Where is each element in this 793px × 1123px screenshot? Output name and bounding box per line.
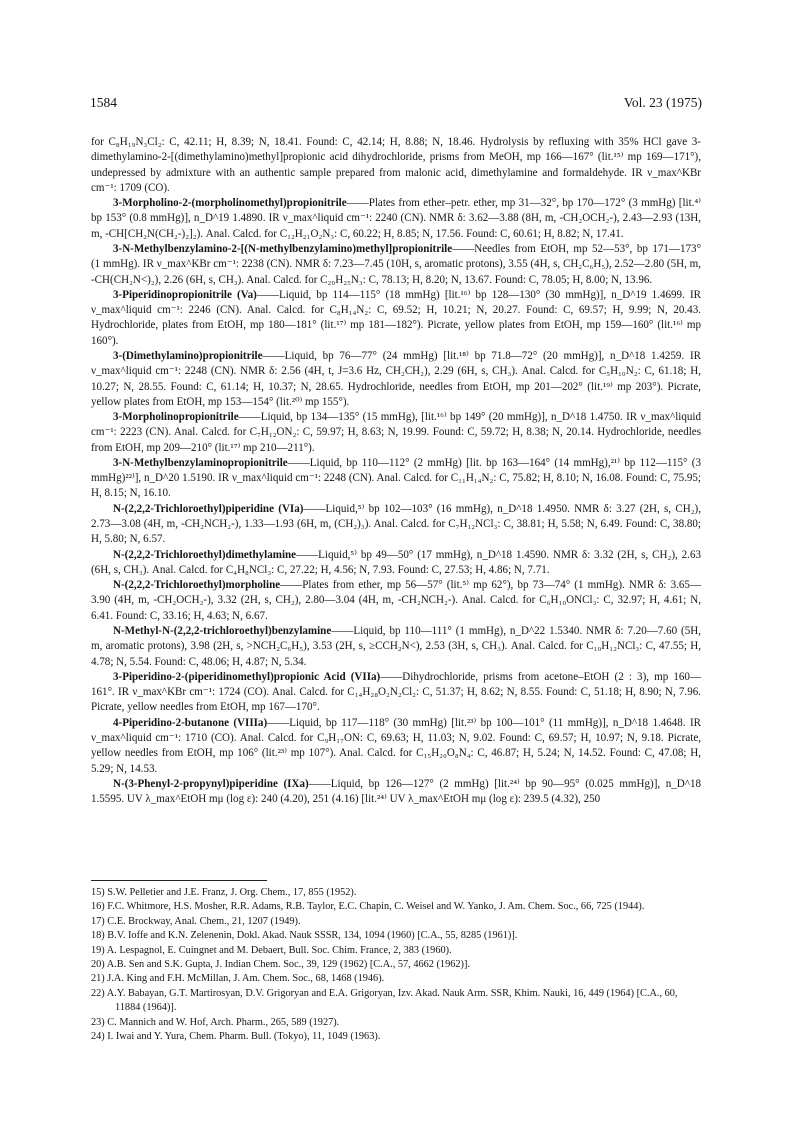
paragraph-text: ——Liquid, bp 114—115° (18 mmHg) [lit.¹⁶⁾ bp 128—130° (30 mmHg)], n_D^19 1.4699. IR ν_max^liquid cm⁻¹: 2246 (CN). Anal. Calcd. for C₈H₁₄N₂: C, 69.52; H, 10.21; N, 20.27. Found: C, 69.57; H, 9.99; N, 20.43. Hydrochloride, plates from EtOH, mp 180—181° (lit.¹⁷⁾ mp 181—182°). Picrate, yellow plates from EtOH, mp 159—160° (lit.¹⁶⁾ mp 160°).: [91, 288, 702, 347]
compound-paragraph: [91, 624, 701, 670]
compound-name: N-(2,2,2-Trichloroethyl)morpholine: [113, 579, 281, 592]
footnote: 16) F.C. Whitmore, H.S. Mosher, R.R. Adams, R.B. Taylor, E.C. Chapin, C. Weisel and W. Yanko, J. Am. Chem. Soc., 66, 725 (1944).: [91, 901, 645, 913]
compound-paragraph: [91, 196, 701, 242]
footnote: 18) B.V. Ioffe and K.N. Zelenenin, Dokl. Akad. Nauk SSSR, 134, 1094 (1960) [C.A., 55, 8285 (1961)].: [91, 930, 518, 942]
compound-paragraph: [91, 670, 701, 716]
compound-name: N-Methyl-N-(2,2,2-trichloroethyl)benzylamine: [113, 625, 332, 637]
compound-paragraph: [91, 410, 701, 456]
compound-paragraph: [91, 288, 701, 349]
compound-paragraph: [91, 548, 701, 579]
page-number: 1584: [90, 95, 117, 110]
paragraph-text: ——Liquid,⁵⁾ bp 102—103° (16 mmHg), n_D^18 1.4950. NMR δ: 3.27 (2H, s, CH₂), 2.73—3.08 (4H, m, -CH₂NCH₂-), 1.33—1.93 (6H, m, (CH₂)₃). Anal. Calcd. for C₇H₁₂NCl₃: C, 38.81; H, 5.58; N, 6.49. Found: C, 38.80; H, 5.80; N, 6.57.: [91, 502, 701, 546]
paragraph-text: ——Liquid, bp 110—112° (2 mmHg) [lit. bp 163—164° (14 mmHg),²¹⁾ bp 112—115° (3 mmHg)²²⁾], n_D^20 1.5190. IR ν_max^liquid cm⁻¹: 2248 (CN). Anal. Calcd. for C₁₁H₁₄N₂: C, 75.82; H, 8.10; N, 16.08. Found: C, 75.95; H, 8.15; N, 16.10.: [91, 456, 701, 500]
compound-name: 4-Piperidino-2-butanone (VIIIa): [113, 716, 268, 729]
footnote: 24) I. Iwai and Y. Yura, Chem. Pharm. Bull. (Tokyo), 11, 1049 (1963).: [91, 1031, 381, 1043]
compound-name: 3-(Dimethylamino)propionitrile: [113, 349, 263, 362]
compound-paragraph: [91, 716, 701, 777]
compound-name: 3-Piperidino-2-(piperidinomethyl)propionic Acid (VIIa): [113, 670, 381, 683]
footnote: 22) A.Y. Babayan, G.T. Martirosyan, D.V. Grigoryan and E.A. Grigoryan, Izv. Akad. Nauk Arm. SSR, Khim. Nauki, 16, 449 (1964) [C.A., 60, 11884 (1964)].: [91, 987, 678, 1014]
paragraph-text: ——Liquid, bp 76—77° (24 mmHg) [lit.¹⁸⁾ bp 71.8—72° (20 mmHg)], n_D^18 1.4259. IR ν_max^liquid cm⁻¹: 2248 (CN). NMR δ: 2.56 (4H, t, J=3.6 Hz, CH₂CH₂), 2.29 (6H, s, CH₃). Anal. Calcd. for C₅H₁₀N₂: C, 61.18; H, 10.27; N, 28.55. Found: C, 61.14; H, 10.37; N, 28.65. Hydrochloride, needles from EtOH, mp 201—202° (lit.¹⁹⁾ mp 203°). Picrate, yellow plates from EtOH, mp 153—154° (lit.²⁰⁾ mp 155°).: [91, 349, 701, 408]
footnote-divider: [91, 880, 267, 881]
compound-name: N-(2,2,2-Trichloroethyl)piperidine (VIa): [113, 502, 304, 515]
compound-name: N-(3-Phenyl-2-propynyl)piperidine (IXa): [113, 777, 309, 790]
footnote: 21) J.A. King and F.H. McMillan, J. Am. Chem. Soc., 68, 1468 (1946).: [91, 973, 385, 985]
paragraph-text: ——Dihydrochloride, prisms from acetone–EtOH (2 : 3), mp 160—161°. IR ν_max^KBr cm⁻¹: 1724 (CO). Anal. Calcd. for C₁₄H₂₈O₂N₂Cl₂: C, 51.37; H, 8.62; N, 8.55. Found: C, 51.18; H, 8.90; N, 7.96. Picrate, yellow needles from EtOH, mp 167—170°.: [91, 670, 701, 714]
compound-name: 3-Piperidinopropionitrile (Va): [113, 288, 257, 301]
compound-name: 3-N-Methylbenzylamino-2-[(N-methylbenzylamino)methyl]propionitrile: [113, 242, 453, 255]
compound-name: 3-Morpholinopropionitrile: [113, 411, 239, 424]
compound-paragraph: [91, 777, 701, 808]
experimental-section: [91, 135, 701, 807]
compound-paragraph: [91, 502, 701, 548]
paragraph-text: ——Liquid, bp 110—111° (1 mmHg), n_D^22 1.5340. NMR δ: 7.20—7.60 (5H, m, aromatic protons), 3.98 (2H, s, >NCH₂C₆H₅), 3.53 (2H, s, ≥CCH₂N<), 2.53 (3H, s, CH₃). Anal. Calcd. for C₁₀H₁₂NCl₃: C, 47.55; H, 4.78; N, 5.54. Found: C, 48.06; H, 4.87; N, 5.34.: [91, 625, 701, 668]
footnotes-list: [91, 886, 701, 1044]
paragraph-text: for C₈H₁₉N₃Cl₂: C, 42.11; H, 8.39; N, 18.41. Found: C, 42.14; H, 8.88; N, 18.46. Hydrolysis by refluxing with 35% HCl gave 3-dimethylamino-2-[(dimethylamino)methyl]propionic acid dihydrochloride, prisms from MeOH, mp 166—167° (lit.¹⁵⁾ mp 169—171°), undepressed by admixture with an authentic sample prepared from malonic acid, dimethylamine and formaldehyde. IR ν_max^KBr cm⁻¹: 1709 (CO).: [91, 136, 701, 194]
paragraph-text: ——Plates from ether, mp 56—57° (lit.⁵⁾ mp 62°), bp 73—74° (1 mmHg). NMR δ: 3.65—3.90 (4H, m, -CH₂OCH₂-), 3.32 (2H, s, CH₂), 2.80—3.04 (4H, m, -CH₂NCH₂-). Anal. Calcd. for C₆H₁₀ONCl₃: C, 32.97; H, 4.61; N, 6.41. Found: C, 33.16; H, 4.63; N, 6.67.: [91, 579, 701, 622]
compound-paragraph: [91, 242, 701, 288]
footnote: 15) S.W. Pelletier and J.E. Franz, J. Org. Chem., 17, 855 (1952).: [91, 887, 357, 898]
compound-name: N-(2,2,2-Trichloroethyl)dimethylamine: [113, 548, 297, 561]
volume-info: Vol. 23 (1975): [623, 95, 702, 110]
compound-name: 3-N-Methylbenzylaminopropionitrile: [113, 456, 288, 469]
paragraph-text: ——Plates from ether–petr. ether, mp 31—32°, bp 170—172° (3 mmHg) [lit.⁴⁾ bp 153° (0.8 mmHg)], n_D^19 1.4890. IR ν_max^liquid cm⁻¹: 2240 (CN). NMR δ: 3.62—3.88 (8H, m, -CH₂OCH₂-), 2.43—2.93 (13H, m, -CH[CH₂N(CH₂-)₂]₂). Anal. Calcd. for C₁₂H₂₁O₂N₃: C, 60.22; H, 8.85; N, 17.56. Found: C, 60.61; H, 8.82; N, 17.41.: [91, 197, 701, 240]
paragraph-text: ——Liquid, bp 117—118° (30 mmHg) [lit.²³⁾ bp 100—101° (11 mmHg)], n_D^18 1.4648. IR ν_max^liquid cm⁻¹: 1710 (CO). Anal. Calcd. for C₉H₁₇ON: C, 69.63; H, 11.03; N, 9.02. Found: C, 69.57; H, 10.97; N, 9.18. Picrate, yellow needles from EtOH, mp 106° (lit.²³⁾ mp 107°). Anal. Calcd. for C₁₅H₂₀O₈N₄: C, 46.87; H, 5.24; N, 14.52. Found: C, 47.08; H, 5.29; N, 14.53.: [91, 716, 702, 775]
compound-paragraph: [91, 456, 701, 502]
footnote: 20) A.B. Sen and S.K. Gupta, J. Indian Chem. Soc., 39, 129 (1962) [C.A., 57, 4662 (1962)].: [91, 959, 470, 971]
compound-paragraph: [91, 349, 701, 410]
paragraph-text: ——Liquid, bp 126—127° (2 mmHg) [lit.²⁴⁾ bp 90—95° (0.025 mmHg)], n_D^18 1.5595. UV λ_max^EtOH mμ (log ε): 240 (4.20), 251 (4.16) [lit.²⁴⁾ UV λ_max^EtOH mμ (log ε): 239.5 (4.32), 250: [91, 777, 701, 806]
paragraph-text: ——Liquid, bp 134—135° (15 mmHg), [lit.¹⁶⁾ bp 149° (20 mmHg)], n_D^18 1.4750. IR ν_max^liquid cm⁻¹: 2223 (CN). Anal. Calcd. for C₇H₁₂ON₂: C, 59.97; H, 8.63; N, 19.99. Found: C, 59.72; H, 8.38; N, 20.14. Hydrochloride, needles from EtOH, mp 209—210° (lit.¹⁷⁾ mp 210—211°).: [91, 411, 701, 454]
paragraph-continued: [91, 135, 701, 196]
footnote: 19) A. Lespagnol, E. Cuingnet and M. Debaert, Bull. Soc. Chim. France, 2, 383 (1960).: [91, 944, 452, 956]
compound-name: 3-Morpholino-2-(morpholinomethyl)propionitrile: [113, 197, 347, 210]
compound-paragraph: [91, 578, 701, 624]
footnote: 23) C. Mannich and W. Hof, Arch. Pharm., 265, 589 (1927).: [91, 1016, 340, 1028]
footnote: 17) C.E. Brockway, Anal. Chem., 21, 1207 (1949).: [91, 915, 301, 927]
paragraph-text: ——Liquid,⁵⁾ bp 49—50° (17 mmHg), n_D^18 1.4590. NMR δ: 3.32 (2H, s, CH₂), 2.63 (6H, s, CH₃). Anal. Calcd. for C₄H₈NCl₃: C, 27.22; H, 4.56; N, 7.93. Found: C, 27.53; H, 4.86; N, 7.71.: [91, 548, 701, 576]
page-header: [90, 95, 702, 115]
paragraph-text: ——Needles from EtOH, mp 52—53°, bp 171—173° (1 mmHg). IR ν_max^KBr cm⁻¹: 2238 (CN). NMR δ: 7.23—7.45 (10H, s, aromatic protons), 3.55 (4H, s, CH₂C₆H₅), 2.52—2.80 (5H, m, -CH(CH₂N<)₂), 2.26 (6H, s, CH₃). Anal. Calcd. for C₂₀H₂₅N₃: C, 78.13; H, 8.20; N, 13.67. Found: C, 78.05; H, 8.00; N, 13.96.: [91, 242, 701, 286]
